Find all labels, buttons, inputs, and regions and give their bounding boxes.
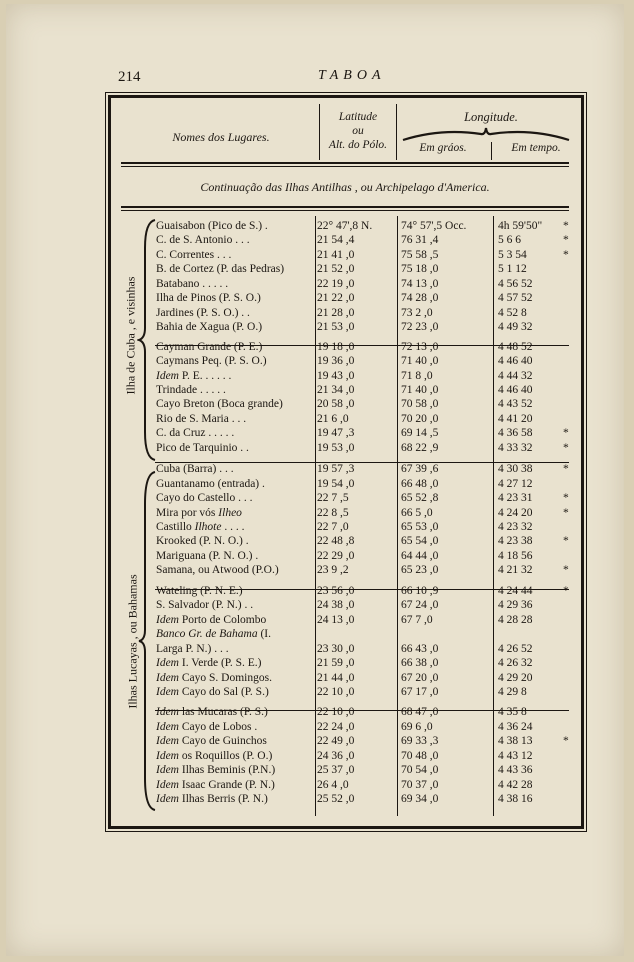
longitude-time: 4 44 32 xyxy=(498,369,533,382)
table-row xyxy=(111,442,581,455)
latitude-value: 21 53 ,0 xyxy=(317,321,355,334)
place-name-italic: Idem xyxy=(156,720,179,733)
place-name xyxy=(156,735,314,748)
table-row xyxy=(111,735,581,748)
place-name-suffix: Guaisabon (Pico de S.) . xyxy=(156,220,268,232)
longitude-degrees: 65 53 ,0 xyxy=(401,521,439,533)
longitude-degrees: 72 23 ,0 xyxy=(401,321,439,334)
longitude-time: 4 48 52 xyxy=(498,340,533,353)
place-name xyxy=(156,292,314,305)
latitude-value: 19 43 ,0 xyxy=(317,369,355,382)
place-name-suffix: Cayo de Guinchos xyxy=(179,735,267,748)
place-name-italic: Idem xyxy=(156,764,179,777)
table-row xyxy=(111,564,581,577)
longitude-degrees: 69 14 ,5 xyxy=(401,427,439,440)
place-name-suffix: Mariguana (P. N. O.) . xyxy=(156,549,259,562)
place-name-suffix: Ilhas Beminis (P.N.) xyxy=(179,764,276,777)
longitude-time: 4 46 40 xyxy=(498,383,533,396)
longitude-time: 5 1 12 xyxy=(498,263,527,276)
place-name xyxy=(156,321,314,334)
observation-mark: * xyxy=(563,584,569,597)
place-name xyxy=(156,672,314,685)
longitude-degrees: 70 54 ,0 xyxy=(401,764,439,777)
latitude-value: 25 52 ,0 xyxy=(317,793,355,806)
place-name-suffix: Porto de Colombo xyxy=(179,613,267,626)
page-number: 214 xyxy=(118,69,141,85)
longitude-time: 4 57 52 xyxy=(498,292,533,305)
longitude-time: 5 3 54 xyxy=(498,248,527,261)
header-longitude: Longitude. xyxy=(464,110,518,124)
place-name-italic: Idem xyxy=(156,685,179,698)
latitude-value: 22 49 ,0 xyxy=(317,735,355,748)
place-name-suffix: Cayo de Lobos . xyxy=(179,720,258,733)
longitude-degrees: 71 40 ,0 xyxy=(401,355,439,368)
table-row xyxy=(111,521,581,534)
header-latitude-line2: ou xyxy=(352,125,364,137)
longitude-degrees: 68 47 ,0 xyxy=(401,706,439,719)
header-tempo: Em tempo. xyxy=(511,142,561,154)
longitude-degrees: 75 58 ,5 xyxy=(401,248,439,261)
longitude-time: 4 56 52 xyxy=(498,277,533,290)
latitude-value: 23 9 ,2 xyxy=(317,564,349,577)
longitude-degrees: 74 13 ,0 xyxy=(401,277,439,290)
longitude-time: 4 27 12 xyxy=(498,477,533,490)
longitude-degrees: 73 2 ,0 xyxy=(401,306,433,319)
place-name-italic: Idem xyxy=(156,735,179,748)
longitude-brace-icon xyxy=(401,126,571,142)
place-name xyxy=(156,263,314,276)
observation-mark: * xyxy=(563,220,569,232)
table-row xyxy=(111,550,581,563)
subtitle-rule-top xyxy=(121,206,569,208)
place-name-suffix: Cayo S. Domingos. xyxy=(179,671,272,684)
latitude-value: 20 58 ,0 xyxy=(317,398,355,411)
latitude-value: 24 38 ,0 xyxy=(317,599,355,612)
place-name xyxy=(156,463,314,476)
header-latitude-line1: Latitude xyxy=(338,111,378,123)
latitude-value: 26 4 ,0 xyxy=(317,778,349,791)
place-name-italic: Idem xyxy=(156,706,179,719)
longitude-degrees: 66 43 ,0 xyxy=(401,642,439,655)
observation-mark: * xyxy=(563,248,569,261)
place-name-suffix: C. da Cruz . . . . . xyxy=(156,427,235,440)
longitude-time: 4 36 58 xyxy=(498,427,533,440)
table-row xyxy=(111,793,581,806)
longitude-degrees: 65 54 ,0 xyxy=(401,535,439,548)
longitude-degrees: 75 18 ,0 xyxy=(401,263,439,276)
place-name-suffix: Trindade . . . . . xyxy=(156,383,226,396)
place-name-suffix: Guantanamo (entrada) . xyxy=(156,477,265,490)
place-name xyxy=(156,585,314,598)
latitude-value: 23 56 ,0 xyxy=(317,584,355,597)
table-row xyxy=(111,463,581,476)
table-row xyxy=(111,278,581,291)
table-row xyxy=(111,263,581,276)
longitude-degrees: 67 7 ,0 xyxy=(401,613,433,626)
place-name-suffix: Cayo do Sal (P. S.) xyxy=(179,685,269,698)
longitude-degrees: 66 48 ,0 xyxy=(401,477,439,490)
place-name xyxy=(156,307,314,320)
place-name xyxy=(156,706,314,719)
place-name-suffix: Wateling (P. N. E.) xyxy=(156,584,243,597)
subtitle-rule-bottom xyxy=(121,210,569,211)
place-name-italic: Ilheo xyxy=(218,506,242,519)
longitude-degrees: 67 17 ,0 xyxy=(401,685,439,698)
place-name-suffix: B. de Cortez (P. das Pedras) xyxy=(156,263,285,276)
table-row xyxy=(111,341,581,354)
header-rule-top xyxy=(121,162,569,164)
place-name-italic: Idem xyxy=(156,613,179,626)
place-name xyxy=(156,686,314,699)
longitude-time: 4 18 56 xyxy=(498,549,533,562)
longitude-degrees: 67 20 ,0 xyxy=(401,671,439,684)
header-latitude xyxy=(321,110,395,152)
longitude-time: 4 35 8 xyxy=(498,706,527,719)
place-name xyxy=(156,535,314,548)
latitude-value: 19 18 ,0 xyxy=(317,340,355,353)
header-divider-1 xyxy=(319,104,320,160)
place-name xyxy=(156,643,314,656)
place-name-suffix: Krooked (P. N. O.) . xyxy=(156,535,249,548)
longitude-degrees: 74° 57',5 Occ. xyxy=(401,220,467,232)
table-row xyxy=(111,779,581,792)
table-row xyxy=(111,234,581,247)
longitude-time: 4 29 20 xyxy=(498,671,533,684)
table-row xyxy=(111,628,581,641)
place-name xyxy=(156,764,314,777)
place-name-italic: Idem xyxy=(156,749,179,762)
latitude-value: 22 8 ,5 xyxy=(317,506,349,519)
place-name-suffix: Batabano . . . . . xyxy=(156,277,229,290)
longitude-time: 4 43 52 xyxy=(498,398,533,411)
place-name xyxy=(156,341,314,354)
observation-mark: * xyxy=(563,441,569,454)
place-name-suffix: Caymans Peq. (P. S. O.) xyxy=(156,355,267,368)
place-name-prefix: Larga P. N.) . . . xyxy=(156,642,229,655)
observation-mark: * xyxy=(563,535,569,548)
longitude-degrees: 70 48 ,0 xyxy=(401,749,439,762)
longitude-time: 4 36 24 xyxy=(498,720,533,733)
table-row xyxy=(111,764,581,777)
table-row xyxy=(111,507,581,520)
group-label-lucayas: Ilhas Lucayas , ou Bahamas xyxy=(125,574,140,709)
place-name-suffix: Cayo do Castello . . . xyxy=(156,492,253,505)
place-name-suffix: Cuba (Barra) . . . xyxy=(156,463,234,476)
latitude-value: 22 10 ,0 xyxy=(317,685,355,698)
table-row xyxy=(111,478,581,491)
table-row xyxy=(111,370,581,383)
observation-mark: * xyxy=(563,492,569,505)
place-name xyxy=(156,657,314,670)
longitude-time: 4 52 8 xyxy=(498,306,527,319)
longitude-degrees: 65 23 ,0 xyxy=(401,564,439,577)
longitude-degrees: 66 10 ,9 xyxy=(401,584,439,597)
latitude-value: 22 7 ,0 xyxy=(317,521,349,533)
longitude-degrees: 69 33 ,3 xyxy=(401,735,439,748)
longitude-degrees: 71 8 ,0 xyxy=(401,369,433,382)
latitude-value: 24 36 ,0 xyxy=(317,749,355,762)
longitude-degrees: 70 20 ,0 xyxy=(401,412,439,425)
table-row xyxy=(111,321,581,334)
latitude-value: 22 7 ,5 xyxy=(317,492,349,505)
header-latitude-line3: Alt. do Pólo. xyxy=(328,139,388,151)
table-row xyxy=(111,599,581,612)
section-subtitle: Continuação das Ilhas Antilhas , ou Archipelago d'America. xyxy=(200,180,490,194)
place-name-suffix: Samana, ou Atwood (P.O.) xyxy=(156,564,279,577)
place-name-suffix: Ilhas Berris (P. N.) xyxy=(179,793,268,806)
place-name-suffix: Jardines (P. S. O.) . . xyxy=(156,306,250,319)
table-row xyxy=(111,384,581,397)
place-name-suffix: Ilha de Pinos (P. S. O.) xyxy=(156,292,261,305)
place-name xyxy=(156,507,314,520)
table-row xyxy=(111,355,581,368)
latitude-value: 19 57 ,3 xyxy=(317,463,355,476)
place-name xyxy=(156,234,314,247)
longitude-time: 4 46 40 xyxy=(498,355,533,368)
longitude-degrees: 65 52 ,8 xyxy=(401,492,439,505)
longitude-time: 4 41 20 xyxy=(498,412,533,425)
longitude-time: 4 24 20 xyxy=(498,506,533,519)
latitude-value: 19 54 ,0 xyxy=(317,477,355,490)
longitude-time: 4 33 32 xyxy=(498,441,533,454)
longitude-time: 4 30 38 xyxy=(498,463,533,476)
longitude-degrees: 69 6 ,0 xyxy=(401,720,433,733)
table-row xyxy=(111,750,581,763)
latitude-value: 21 52 ,0 xyxy=(317,263,355,276)
longitude-time: 4 24 44 xyxy=(498,584,533,597)
longitude-degrees: 71 40 ,0 xyxy=(401,383,439,396)
latitude-value: 22° 47',8 N. xyxy=(317,220,373,232)
table-row xyxy=(111,492,581,505)
place-name xyxy=(156,599,314,612)
latitude-value: 24 13 ,0 xyxy=(317,613,355,626)
place-name xyxy=(156,398,314,411)
longitude-time: 4 23 31 xyxy=(498,492,533,505)
header-graos: Em gráos. xyxy=(419,142,467,154)
longitude-time: 4 43 36 xyxy=(498,764,533,777)
latitude-value: 21 6 ,0 xyxy=(317,412,349,425)
longitude-time: 4 42 28 xyxy=(498,778,533,791)
longitude-degrees: 72 13 ,0 xyxy=(401,340,439,353)
longitude-time: 5 6 6 xyxy=(498,234,521,247)
table-row xyxy=(111,657,581,670)
longitude-degrees: 67 39 ,6 xyxy=(401,463,439,476)
longitude-time: 4h 59'50" xyxy=(498,220,543,232)
place-name-suffix: Isaac Grande (P. N.) xyxy=(179,778,275,791)
latitude-value: 21 22 ,0 xyxy=(317,292,355,305)
latitude-value: 23 30 ,0 xyxy=(317,642,355,655)
latitude-value: 21 34 ,0 xyxy=(317,383,355,396)
place-name xyxy=(156,614,314,627)
place-name xyxy=(156,521,314,534)
longitude-degrees: 64 44 ,0 xyxy=(401,549,439,562)
place-name-italic: Idem xyxy=(156,778,179,791)
running-head: TABOA xyxy=(318,68,386,83)
place-name-suffix: S. Salvador (P. N.) . . xyxy=(156,599,254,612)
place-name-prefix: Castillo xyxy=(156,521,195,533)
place-name xyxy=(156,564,314,577)
table-row xyxy=(111,307,581,320)
place-name xyxy=(156,478,314,491)
place-name xyxy=(156,492,314,505)
place-name xyxy=(156,278,314,291)
table-row xyxy=(111,672,581,685)
place-name xyxy=(156,249,314,262)
latitude-value: 21 59 ,0 xyxy=(317,657,355,670)
longitude-time: 4 49 32 xyxy=(498,321,533,334)
place-name xyxy=(156,355,314,368)
observation-mark: * xyxy=(563,234,569,247)
table-row xyxy=(111,585,581,598)
observation-mark: * xyxy=(563,564,569,577)
table-row xyxy=(111,706,581,719)
longitude-time: 4 38 16 xyxy=(498,793,533,806)
table-row xyxy=(111,249,581,262)
latitude-value: 22 29 ,0 xyxy=(317,549,355,562)
place-name-prefix: Mira por vós xyxy=(156,506,219,519)
longitude-degrees: 68 22 ,9 xyxy=(401,441,439,454)
table-row xyxy=(111,292,581,305)
table-row xyxy=(111,398,581,411)
place-name xyxy=(156,779,314,792)
latitude-value: 21 41 ,0 xyxy=(317,248,355,261)
latitude-value: 22 19 ,0 xyxy=(317,277,355,290)
longitude-time: 4 23 32 xyxy=(498,521,533,533)
place-name xyxy=(156,413,314,426)
place-name-suffix: Pico de Tarquinio . . xyxy=(156,441,249,454)
longitude-degrees: 66 5 ,0 xyxy=(401,506,433,519)
place-name xyxy=(156,628,314,641)
place-name-suffix: Bahia de Xagua (P. O.) xyxy=(156,321,263,334)
latitude-value: 22 48 ,8 xyxy=(317,535,355,548)
observation-mark: * xyxy=(563,463,569,476)
header-rule-bottom xyxy=(121,166,569,167)
latitude-value: 19 53 ,0 xyxy=(317,441,355,454)
longitude-degrees: 66 38 ,0 xyxy=(401,657,439,670)
place-name-italic: Idem xyxy=(156,657,179,670)
latitude-value: 21 28 ,0 xyxy=(317,306,355,319)
table-row xyxy=(111,643,581,656)
header-names: Nomes dos Lugares. xyxy=(172,130,270,144)
table-row xyxy=(111,686,581,699)
latitude-value: 22 10 ,0 xyxy=(317,706,355,719)
table-row xyxy=(111,721,581,734)
place-name-suffix: P. E. . . . . . xyxy=(179,369,232,382)
longitude-time: 4 29 36 xyxy=(498,599,533,612)
place-name-italic: Idem xyxy=(156,793,179,806)
observation-mark: * xyxy=(563,735,569,748)
place-name-italic: Idem xyxy=(156,671,179,684)
table-row xyxy=(111,614,581,627)
place-name xyxy=(156,384,314,397)
place-name xyxy=(156,721,314,734)
table-row xyxy=(111,427,581,440)
place-name-suffix: (I. xyxy=(257,628,271,641)
place-name-suffix: Cayman Grande (P. E.) xyxy=(156,340,263,353)
observation-mark: * xyxy=(563,427,569,440)
place-name-suffix: C. Correntes . . . xyxy=(156,248,232,261)
longitude-time: 4 38 13 xyxy=(498,735,533,748)
table-row xyxy=(111,413,581,426)
longitude-degrees: 69 34 ,0 xyxy=(401,793,439,806)
place-name-italic: Banco Gr. de Bahama xyxy=(156,628,258,641)
place-name xyxy=(156,442,314,455)
latitude-value: 19 47 ,3 xyxy=(317,427,355,440)
longitude-degrees: 76 31 ,4 xyxy=(401,234,439,247)
place-name xyxy=(156,370,314,383)
longitude-degrees: 74 28 ,0 xyxy=(401,292,439,305)
latitude-value: 21 54 ,4 xyxy=(317,234,355,247)
table-frame xyxy=(108,95,584,829)
place-name-suffix: las Mucaras (P. S.) xyxy=(179,706,268,719)
place-name-italic: Ilhote xyxy=(194,521,222,533)
longitude-degrees: 70 58 ,0 xyxy=(401,398,439,411)
place-name-italic: Idem xyxy=(156,369,179,382)
longitude-time: 4 28 28 xyxy=(498,613,533,626)
place-name-suffix: Rio de S. Maria . . . xyxy=(156,412,247,425)
latitude-value: 25 37 ,0 xyxy=(317,764,355,777)
longitude-degrees: 70 37 ,0 xyxy=(401,778,439,791)
place-name xyxy=(156,750,314,763)
longitude-time: 4 29 8 xyxy=(498,685,527,698)
group-label-cuba: Ilha de Cuba , e visinhas xyxy=(123,276,138,395)
longitude-time: 4 23 38 xyxy=(498,535,533,548)
latitude-value: 22 24 ,0 xyxy=(317,720,355,733)
latitude-value: 19 36 ,0 xyxy=(317,355,355,368)
table-row xyxy=(111,220,581,233)
longitude-time: 4 26 32 xyxy=(498,657,533,670)
place-name-suffix: . . . . xyxy=(221,521,245,533)
place-name-suffix: os Roquillos (P. O.) xyxy=(179,749,273,762)
place-name xyxy=(156,550,314,563)
place-name-suffix: Cayo Breton (Boca grande) xyxy=(156,398,283,411)
longitude-degrees: 67 24 ,0 xyxy=(401,599,439,612)
place-name xyxy=(156,427,314,440)
longitude-time: 4 26 52 xyxy=(498,642,533,655)
latitude-value: 21 44 ,0 xyxy=(317,671,355,684)
place-name xyxy=(156,793,314,806)
longitude-time: 4 21 32 xyxy=(498,564,533,577)
place-name xyxy=(156,220,314,233)
table-row xyxy=(111,535,581,548)
place-name-suffix: I. Verde (P. S. E.) xyxy=(179,657,262,670)
place-name-suffix: C. de S. Antonio . . . xyxy=(156,234,250,247)
longitude-time: 4 43 12 xyxy=(498,749,533,762)
observation-mark: * xyxy=(563,506,569,519)
